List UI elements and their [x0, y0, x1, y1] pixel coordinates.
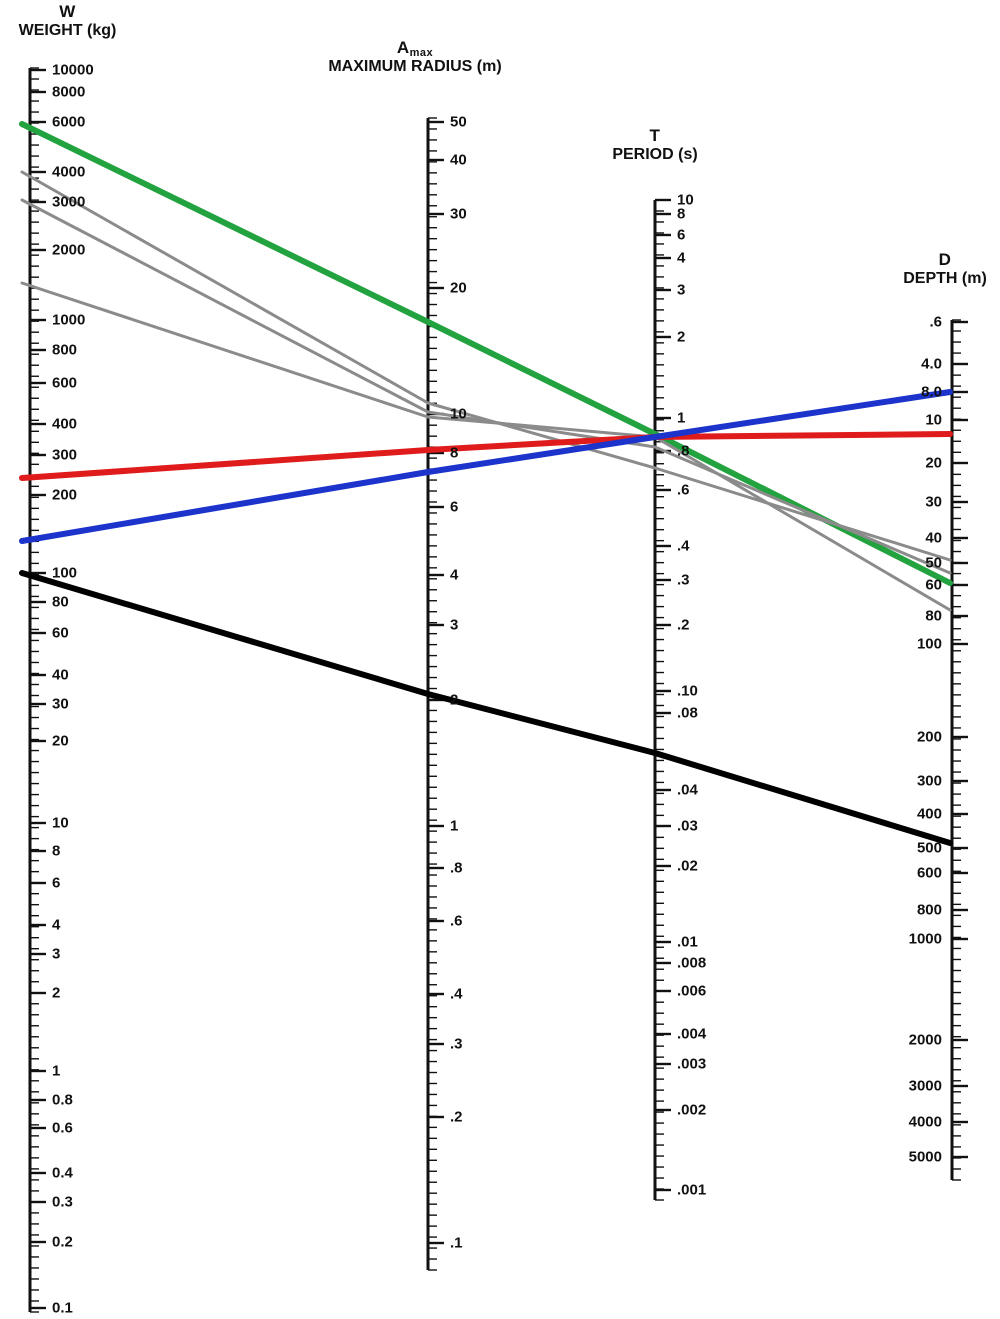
axis-unit-weight: WEIGHT (kg): [18, 21, 117, 39]
tick-label: 0.6: [52, 1119, 73, 1137]
tick-label: 300: [52, 446, 78, 464]
tick-label: 50: [925, 554, 942, 572]
tick-label: 0.1: [52, 1299, 73, 1317]
tick-label: 30: [52, 695, 69, 713]
tick-label: 2000: [908, 1031, 942, 1049]
tick-label: 2: [52, 984, 61, 1002]
tick-label: 3000: [908, 1077, 942, 1095]
tick-label: 40: [925, 529, 942, 547]
tick-label: 600: [916, 864, 942, 882]
tick-label: .3: [450, 1035, 463, 1053]
tick-label: 2000: [52, 241, 86, 259]
tick-label: .001: [677, 1181, 707, 1199]
tick-label: .2: [450, 1108, 463, 1126]
tick-label: 3: [52, 945, 61, 963]
tick-label: 10: [450, 405, 467, 423]
axis-symbol-depth: D: [938, 250, 952, 269]
tick-label: 3: [677, 281, 686, 299]
axis-symbol-max-radius: $A_{max}$: [396, 38, 434, 59]
tick-label: 60: [52, 624, 69, 642]
tick-label: .8: [677, 442, 690, 460]
tick-label: .008: [677, 954, 707, 972]
tick-label: 8000: [52, 83, 86, 101]
tick-label: 10000: [52, 61, 94, 79]
tick-label: 6: [677, 226, 686, 244]
axis-unit-max-radius: MAXIMUM RADIUS (m): [328, 57, 502, 75]
tick-label: 6: [450, 498, 459, 516]
tick-label: .004: [677, 1025, 707, 1043]
axis-symbol-weight: W: [59, 2, 76, 21]
tick-label: 20: [925, 454, 942, 472]
axis-unit-depth: DEPTH (m): [903, 269, 987, 287]
tick-label: 10: [925, 411, 942, 429]
axis-unit-period: PERIOD (s): [612, 145, 698, 163]
tick-label: 8: [677, 205, 686, 223]
tick-label: 30: [450, 205, 467, 223]
tick-label: .10: [677, 682, 698, 700]
tick-label: 300: [916, 772, 942, 790]
tick-label: 8.0: [921, 383, 942, 401]
tick-label: 20: [52, 732, 69, 750]
index-line-gray-line-1: [22, 172, 950, 560]
tick-label: .003: [677, 1055, 707, 1073]
tick-label: 1000: [908, 930, 942, 948]
tick-label: .3: [677, 571, 690, 589]
tick-label: 800: [916, 901, 942, 919]
tick-label: 600: [52, 374, 78, 392]
index-lines: [22, 124, 950, 843]
tick-label: 4: [677, 249, 686, 267]
tick-label: 4.0: [921, 355, 942, 373]
tick-label: 80: [925, 607, 942, 625]
tick-label: 0.8: [52, 1091, 73, 1109]
index-line-black-line: [22, 573, 950, 843]
tick-label: .4: [677, 537, 690, 555]
tick-label: 40: [52, 666, 69, 684]
tick-label: 0.2: [52, 1233, 73, 1251]
tick-label: 1: [677, 409, 686, 427]
tick-label: 4: [52, 916, 61, 934]
tick-label: 20: [450, 279, 467, 297]
tick-label: 400: [52, 415, 78, 433]
tick-label: 100: [916, 635, 942, 653]
tick-label: 800: [52, 341, 78, 359]
tick-label: .8: [450, 859, 463, 877]
tick-label: 60: [925, 576, 942, 594]
tick-label: 400: [916, 805, 942, 823]
tick-label: .4: [450, 985, 463, 1003]
axis-symbol-period: T: [649, 126, 661, 145]
tick-label: .002: [677, 1101, 707, 1119]
tick-label: .02: [677, 857, 698, 875]
tick-label: 50: [450, 113, 467, 131]
tick-label: 8: [52, 842, 61, 860]
tick-label: .04: [677, 781, 698, 799]
tick-label: 80: [52, 593, 69, 611]
tick-label: 4000: [52, 163, 86, 181]
tick-label: .6: [677, 481, 690, 499]
tick-label: 200: [916, 728, 942, 746]
tick-label: 10: [677, 191, 694, 209]
tick-label: 2: [677, 328, 686, 346]
tick-label: 8: [450, 444, 459, 462]
tick-label: 0.3: [52, 1193, 73, 1211]
tick-label: 500: [916, 839, 942, 857]
tick-label: 5000: [908, 1148, 942, 1166]
tick-label: 0.4: [52, 1164, 73, 1182]
tick-label: 100: [52, 564, 78, 582]
tick-label: .03: [677, 817, 698, 835]
tick-label: 40: [450, 151, 467, 169]
tick-label: .6: [450, 912, 463, 930]
tick-label: 3: [450, 616, 459, 634]
tick-label: .6: [929, 313, 942, 331]
index-line-red-line: [22, 434, 950, 478]
tick-label: 3000: [52, 193, 86, 211]
tick-label: .006: [677, 982, 707, 1000]
tick-label: 1: [450, 817, 459, 835]
tick-label: .1: [450, 1234, 463, 1252]
tick-label: 10: [52, 814, 69, 832]
tick-label: .08: [677, 704, 698, 722]
tick-label: .2: [677, 616, 690, 634]
tick-label: 2: [450, 691, 459, 709]
axis-ticks: [30, 68, 968, 1312]
tick-label: 200: [52, 486, 78, 504]
tick-label: 30: [925, 493, 942, 511]
tick-label: 6: [52, 874, 61, 892]
tick-label: 1: [52, 1062, 61, 1080]
tick-label: 4000: [908, 1113, 942, 1131]
tick-label: 6000: [52, 113, 86, 131]
tick-label: .01: [677, 933, 698, 951]
tick-label: 4: [450, 566, 459, 584]
tick-label: 1000: [52, 311, 86, 329]
